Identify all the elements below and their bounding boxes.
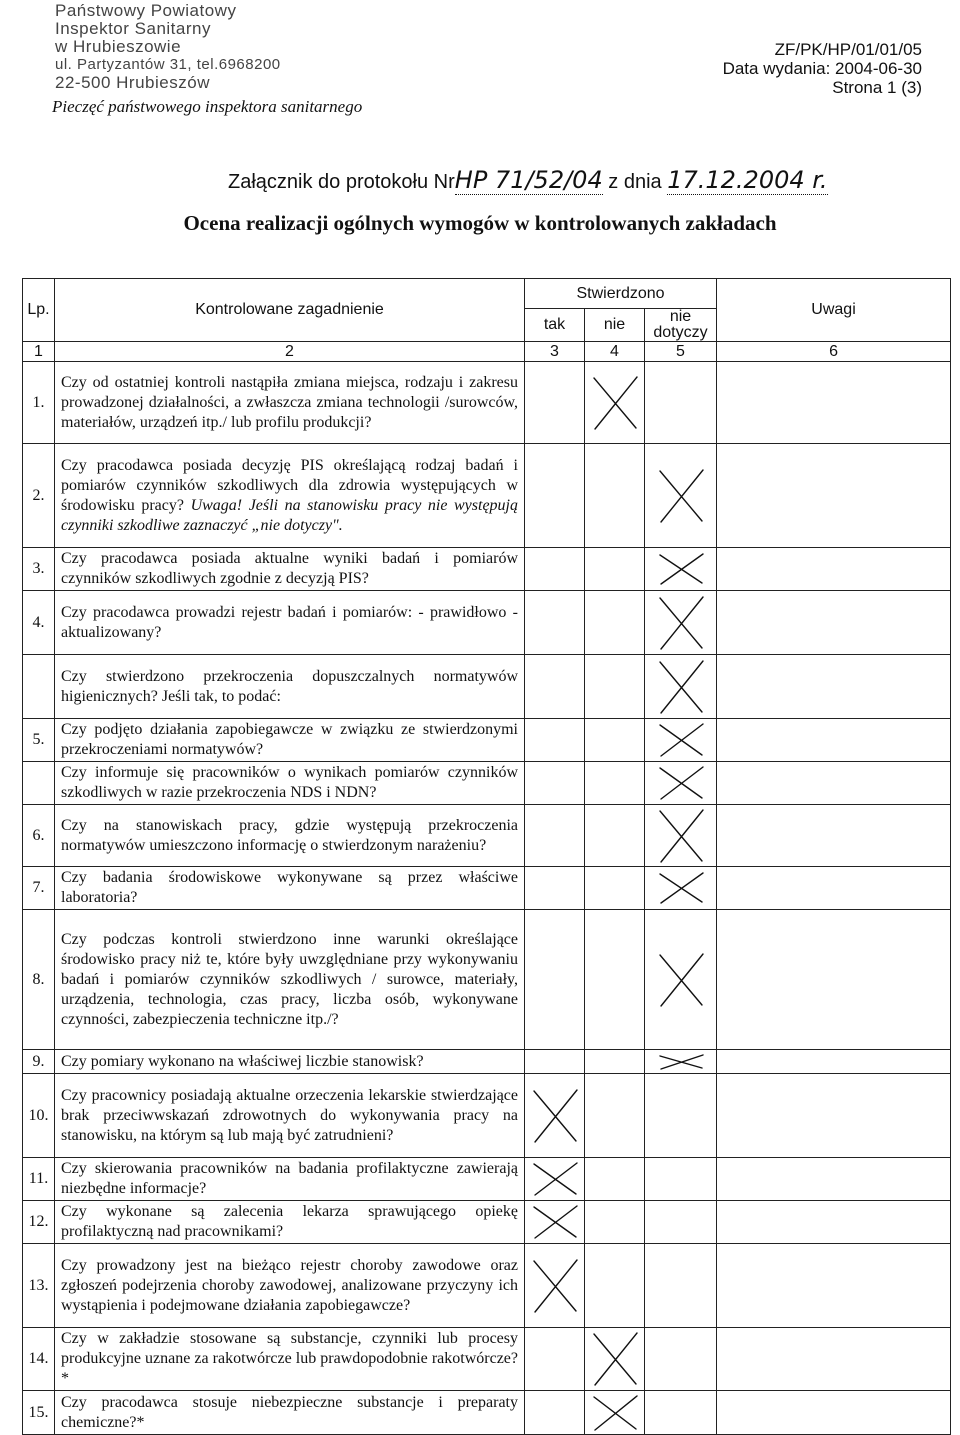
table-row [23, 1158, 951, 1201]
checkmark-x-icon [530, 1258, 580, 1314]
row-number: 14. [23, 1328, 55, 1391]
col-number: 4 [585, 342, 645, 362]
header-lp: Lp. [23, 279, 55, 342]
remarks-cell [717, 805, 951, 867]
answer-cell [585, 1158, 645, 1201]
answer-cell [585, 548, 645, 591]
question-cell [55, 867, 525, 910]
answer-cell [585, 1201, 645, 1244]
checkmark-x-icon [656, 659, 706, 715]
checkmark-x-icon [590, 375, 640, 431]
issue-date: Data wydania: 2004-06-30 [722, 59, 922, 78]
header-remarks: Uwagi [717, 279, 951, 342]
table-row [23, 1201, 951, 1244]
question-cell [55, 1244, 525, 1328]
checkmark-x-icon [656, 595, 706, 651]
table-row [23, 591, 951, 655]
question-text: Czy od ostatniej kontroli nastąpiła zmiana miejsca, rodzaju i zakresu prowadzonej działalności, a zwłaszcza zmiana technologii /surowców, materiałów, urządzeń itp./ lub profilu produkcji? [61, 373, 518, 431]
table-row [23, 655, 951, 719]
checkmark-x-icon [656, 871, 706, 905]
header-no: nie [585, 309, 645, 342]
remarks-cell [717, 867, 951, 910]
answer-cell [585, 910, 645, 1050]
remarks-cell [717, 1391, 951, 1435]
question-text: Czy stwierdzono przekroczenia dopuszczalnych normatywów higienicznych? Jeśli tak, to podać: [61, 667, 518, 705]
stamp-line: w Hrubieszowie [55, 37, 182, 56]
remarks-cell [717, 1244, 951, 1328]
checkmark-x-icon [530, 1204, 580, 1240]
document-info [723, 40, 922, 97]
question-text: Czy informuje się pracowników o wynikach pomiarów czynników szkodliwych w razie przekroczenia NDS i NDN? [61, 764, 518, 801]
checkmark-x-icon [530, 1161, 580, 1197]
page-number: Strona 1 (3) [832, 78, 922, 97]
row-number: 3. [23, 548, 55, 591]
answer-cell [525, 444, 585, 548]
question-cell [55, 444, 525, 548]
document-title: Ocena realizacji ogólnych wymogów w kontrolowanych zakładach [183, 211, 777, 235]
table-row [23, 548, 951, 591]
question-text: Czy pracodawca stosuje niebezpieczne substancje i preparaty chemiczne?* [61, 1393, 518, 1431]
remarks-cell [717, 362, 951, 444]
question-text: Czy wykonane są zalecenia lekarza sprawującego opiekę profilaktyczną nad pracownikami? [61, 1203, 518, 1240]
annex-prefix: Załącznik do protokołu Nr [228, 171, 455, 193]
row-number: 12. [23, 1201, 55, 1244]
question-text: Czy pracodawca posiada aktualne wyniki badań i pomiarów czynników szkodliwych zgodnie z decyzją PIS? [61, 550, 518, 587]
header-na: nie dotyczy [645, 309, 717, 342]
answer-cell [645, 591, 717, 655]
answer-cell [525, 910, 585, 1050]
checkmark-x-icon [656, 722, 706, 758]
remarks-cell [717, 1201, 951, 1244]
row-number: 15. [23, 1391, 55, 1435]
table-row [23, 1328, 951, 1391]
answer-cell [525, 1244, 585, 1328]
table-row [23, 867, 951, 910]
remarks-cell [717, 719, 951, 762]
stamp-caption: Pieczęć państwowego inspektora sanitarnego [52, 97, 363, 116]
answer-cell [525, 655, 585, 719]
answer-cell [525, 867, 585, 910]
answer-cell [585, 1050, 645, 1074]
table-row [23, 1391, 951, 1435]
answer-cell [645, 910, 717, 1050]
answer-cell [645, 1074, 717, 1158]
remarks-cell [717, 1074, 951, 1158]
checkmark-x-icon [656, 1053, 706, 1071]
checkmark-x-icon [590, 1394, 640, 1432]
question-text: Czy w zakładzie stosowane są substancje, czynniki lub procesy produkcyjne uznane za rakotwórcze lub prawdopodobnie rakotwórcze?* [61, 1330, 518, 1387]
remarks-cell [717, 655, 951, 719]
answer-cell [585, 362, 645, 444]
answer-cell [645, 867, 717, 910]
row-number: 13. [23, 1244, 55, 1328]
question-text: Czy prowadzony jest na bieżąco rejestr choroby zawodowe oraz zgłoszeń podejrzenia choroby zawodowej, analizowane przyczyny ich wystąpienia i podejmowane działania zapobiegawcze? [61, 1256, 518, 1314]
stamp-postcode: 22-500 Hrubieszów [55, 73, 210, 92]
question-text: Czy podczas kontroli stwierdzono inne warunki określające środowisko pracy niż te, które były uwzględniane przy wykonywaniu badań i pomiarów czynników szkodliwych / surowce, materiały, urządzenia, technologia, czas pracy, liczba osób, wykonywane czynności, zabezpieczenia techniczne itp./? [61, 930, 518, 1028]
question-cell [55, 655, 525, 719]
question-text: Czy badania środowiskowe wykonywane są przez właściwe laboratoria? [61, 869, 518, 906]
question-cell [55, 362, 525, 444]
remarks-cell [717, 910, 951, 1050]
answer-cell [525, 591, 585, 655]
table-row [23, 444, 951, 548]
answer-cell [585, 1328, 645, 1391]
answer-cell [585, 444, 645, 548]
table-row [23, 805, 951, 867]
question-note: Uwaga! Jeśli na stanowisku pracy nie występują czynniki szkodliwe zaznaczyć „nie dotyczy". [61, 496, 518, 534]
remarks-cell [717, 591, 951, 655]
question-cell [55, 910, 525, 1050]
question-cell [55, 1074, 525, 1158]
checkmark-x-icon [656, 468, 706, 524]
row-number: 5. [23, 719, 55, 762]
answer-cell [645, 362, 717, 444]
answer-cell [645, 444, 717, 548]
answer-cell [645, 1391, 717, 1435]
col-number: 3 [525, 342, 585, 362]
answer-cell [525, 762, 585, 805]
annex-date-label: z dnia [608, 171, 662, 193]
table-row [23, 362, 951, 444]
header-topic: Kontrolowane zagadnienie [55, 279, 525, 342]
answer-cell [525, 548, 585, 591]
question-cell [55, 1158, 525, 1201]
stamp-line: Inspektor Sanitarny [55, 19, 211, 38]
row-number: 2. [23, 444, 55, 548]
inspector-stamp [55, 2, 281, 92]
answer-cell [525, 1201, 585, 1244]
question-text: Czy pracodawca prowadzi rejestr badań i pomiarów: - prawidłowo - aktualizowany? [61, 603, 518, 641]
remarks-cell [717, 1050, 951, 1074]
question-text: Czy podjęto działania zapobiegawcze w związku ze stwierdzonymi przekroczeniami normatywów? [61, 721, 518, 758]
col-number: 1 [23, 342, 55, 362]
answer-cell [525, 1158, 585, 1201]
table-row [23, 719, 951, 762]
question-text: Czy pracodawca posiada decyzję PIS określającą rodzaj badań i pomiarów czynników szkodliwych dla zdrowia występujących w środowisku pracy? [61, 456, 518, 514]
question-cell [55, 1201, 525, 1244]
stamp-line: Państwowy Powiatowy [55, 1, 237, 20]
inspection-table [22, 278, 951, 1435]
question-cell [55, 591, 525, 655]
question-text: Czy pomiary wykonano na właściwej liczbie stanowisk? [61, 1052, 424, 1070]
answer-cell [645, 805, 717, 867]
header-confirmed: Stwierdzono [525, 279, 717, 309]
answer-cell [645, 655, 717, 719]
header-yes: tak [525, 309, 585, 342]
col-number: 6 [717, 342, 951, 362]
document-code: ZF/PK/HP/01/01/05 [774, 40, 922, 59]
answer-cell [525, 1328, 585, 1391]
stamp-address: ul. Partyzantów 31, tel.6968200 [55, 56, 281, 73]
question-cell [55, 1391, 525, 1435]
annex-line [228, 166, 828, 194]
answer-cell [525, 1074, 585, 1158]
checkmark-x-icon [656, 952, 706, 1008]
remarks-cell [717, 1158, 951, 1201]
question-cell [55, 1050, 525, 1074]
checkmark-x-icon [530, 1088, 580, 1144]
row-number: 7. [23, 867, 55, 910]
row-number [23, 655, 55, 719]
table-row [23, 1074, 951, 1158]
answer-cell [585, 719, 645, 762]
answer-cell [645, 762, 717, 805]
answer-cell [525, 1391, 585, 1435]
answer-cell [645, 1050, 717, 1074]
protocol-date: 17.12.2004 r. [667, 166, 828, 194]
row-number: 11. [23, 1158, 55, 1201]
answer-cell [645, 1328, 717, 1391]
checkmark-x-icon [656, 808, 706, 864]
remarks-cell [717, 548, 951, 591]
answer-cell [645, 548, 717, 591]
question-cell [55, 548, 525, 591]
col-number: 2 [55, 342, 525, 362]
answer-cell [585, 805, 645, 867]
remarks-cell [717, 1328, 951, 1391]
checkmark-x-icon [656, 765, 706, 801]
question-text: Czy na stanowiskach pracy, gdzie występują przekroczenia normatywów umieszczono informację o stwierdzonym narażeniu? [61, 816, 518, 854]
answer-cell [645, 1158, 717, 1201]
row-number: 6. [23, 805, 55, 867]
answer-cell [645, 1244, 717, 1328]
answer-cell [645, 719, 717, 762]
question-cell [55, 719, 525, 762]
question-text: Czy pracownicy posiadają aktualne orzeczenia lekarskie stwierdzające brak przeciwwskazań zdrowotnych do wykonywania pracy na stanowisku, na którym są lub mają być zatrudnieni? [61, 1086, 518, 1144]
checkmark-x-icon [590, 1331, 640, 1387]
answer-cell [525, 719, 585, 762]
row-number: 10. [23, 1074, 55, 1158]
answer-cell [585, 591, 645, 655]
table-row [23, 910, 951, 1050]
remarks-cell [717, 762, 951, 805]
row-number: 1. [23, 362, 55, 444]
question-cell [55, 762, 525, 805]
checkmark-x-icon [656, 552, 706, 586]
col-number: 5 [645, 342, 717, 362]
answer-cell [585, 867, 645, 910]
table-row [23, 762, 951, 805]
answer-cell [585, 762, 645, 805]
answer-cell [585, 1074, 645, 1158]
row-number [23, 762, 55, 805]
answer-cell [645, 1201, 717, 1244]
question-cell [55, 1328, 525, 1391]
table-row [23, 1244, 951, 1328]
answer-cell [525, 362, 585, 444]
answer-cell [585, 1391, 645, 1435]
protocol-number: HP 71/52/04 [454, 166, 603, 194]
table-row [23, 1050, 951, 1074]
row-number: 9. [23, 1050, 55, 1074]
answer-cell [525, 1050, 585, 1074]
question-cell [55, 805, 525, 867]
answer-cell [585, 1244, 645, 1328]
question-text: Czy skierowania pracowników na badania profilaktyczne zawierają niezbędne informacje? [61, 1160, 518, 1197]
remarks-cell [717, 444, 951, 548]
row-number: 8. [23, 910, 55, 1050]
row-number: 4. [23, 591, 55, 655]
answer-cell [525, 805, 585, 867]
answer-cell [585, 655, 645, 719]
